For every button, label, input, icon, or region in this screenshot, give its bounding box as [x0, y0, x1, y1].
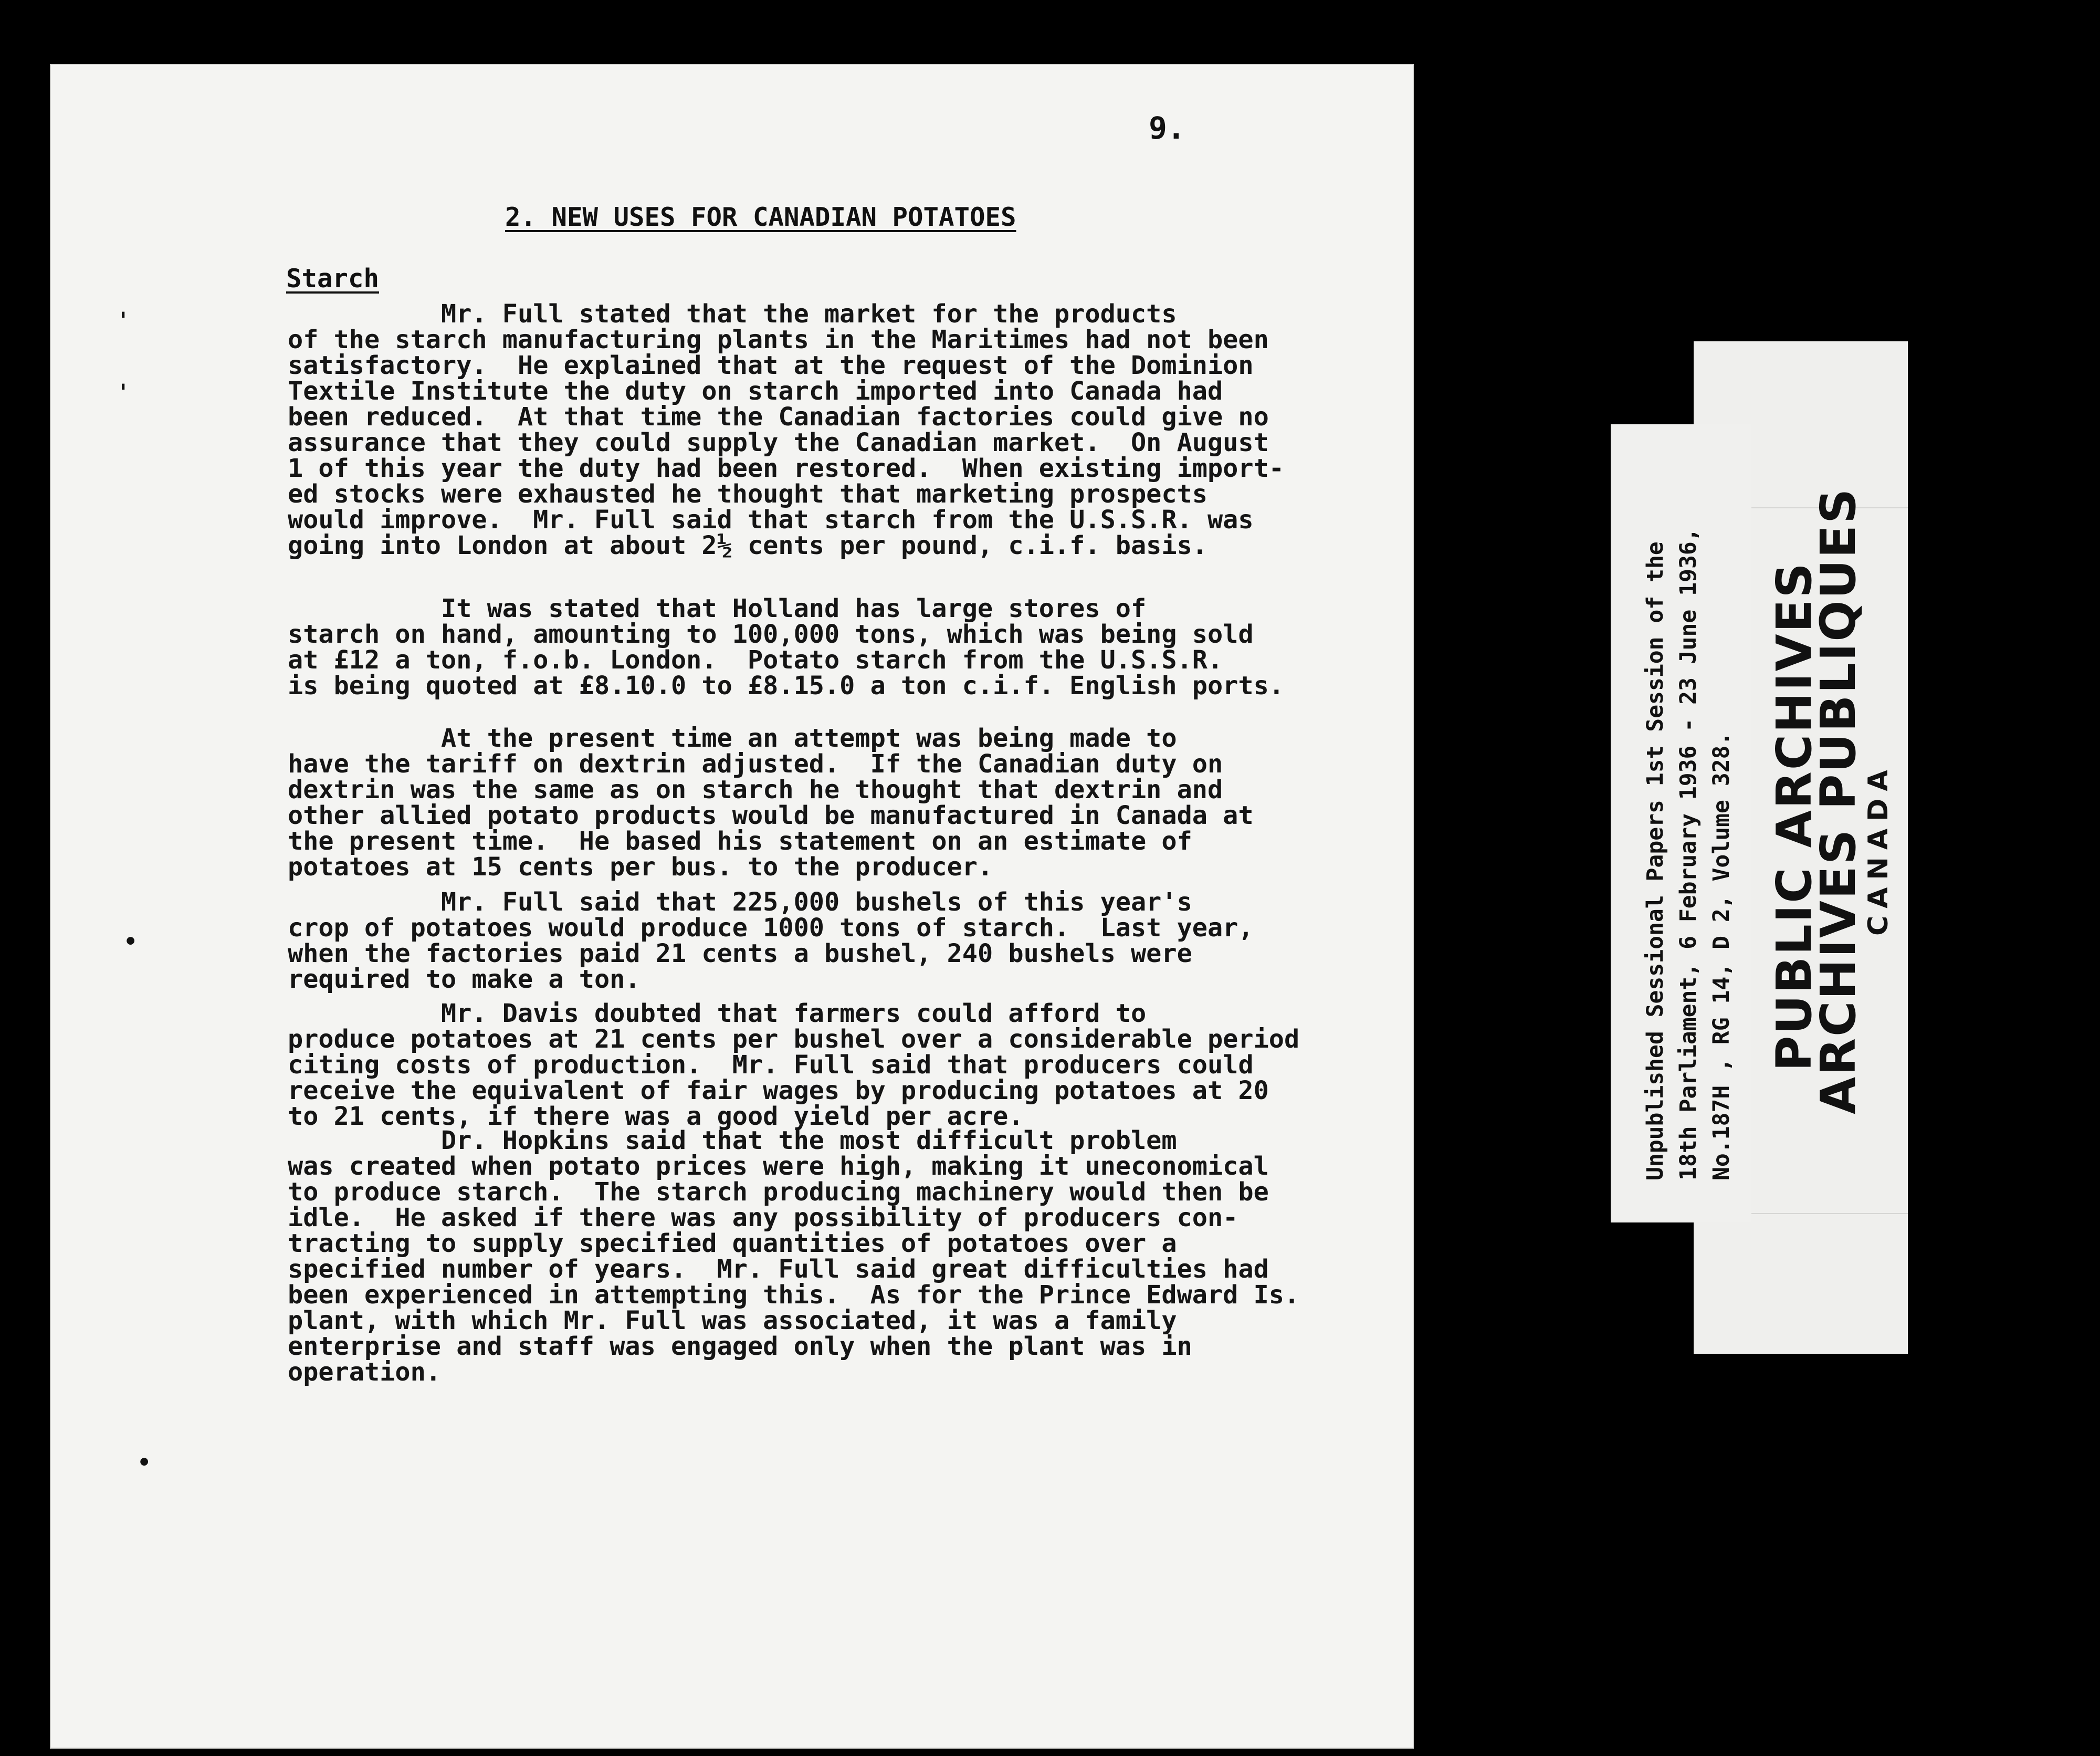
subheading-starch: Starch	[286, 264, 380, 294]
archive-caption-line: 18th Parliament, 6 February 1936 - 23 June 1936,	[1675, 528, 1702, 1180]
paragraph: Mr. Full said that 225,000 bushels of this year's crop of potatoes would produce 1000 tons of starch. Last year, when the factories paid 21 cents a bushel, 240 bushels were required to make a ton.	[288, 887, 1254, 994]
margin-speck: '	[117, 307, 130, 333]
paragraph: At the present time an attempt was being made to have the tariff on dextrin adjusted. If the Canadian duty on dextrin was the same as on starch he thought that dextrin and other allied potato products would be manufactured in Canada at the present time. He based his statement on an estimate of potatoes at 15 cents per bus. to the producer.	[288, 724, 1254, 882]
archive-stamp-line: ARCHIVES PUBLIQUES	[1810, 487, 1866, 1114]
archive-caption-line: No.187H , RG 14, D 2, Volume 328.	[1708, 731, 1735, 1180]
paragraph: It was stated that Holland has large stores of starch on hand, amounting to 100,000 tons, which was being sold at £12 a ton, f.o.b. London. Potato starch from the U.S.S.R. is being quoted at £8.10.0 to £8.15.0 a ton c.i.f. English ports.	[288, 594, 1284, 701]
paragraph: Mr. Davis doubted that farmers could afford to produce potatoes at 21 cents per bushel over a considerable period citing costs of production. Mr. Full said that producers could receive the equivalent of fair wages by producing potatoes at 20 to 21 cents, if there was a good yield per acre.	[288, 999, 1300, 1131]
margin-speck: '	[117, 379, 130, 405]
margin-speck: •	[124, 928, 138, 954]
margin-speck: •	[138, 1449, 151, 1475]
section-heading: 2. NEW USES FOR CANADIAN POTATOES	[505, 202, 1016, 232]
page-number: 9.	[1149, 110, 1185, 146]
paragraph: Dr. Hopkins said that the most difficult problem was created when potato prices were high, making it uneconomical to produce starch. The starch producing machinery would then be idle. He asked if there was any possibility of producers con- tracting to supply specified quantities of potatoes over a specified number of years. Mr. Full said great difficulties had been experienced in attempting this. As for the Prince Edward Is. plant, with which Mr. Full was associated, it was a family enterprise and staff was engaged only when the plant was in operation.	[288, 1126, 1300, 1387]
archive-caption-line: Unpublished Sessional Papers 1st Session of the	[1642, 541, 1668, 1180]
archive-stamp-line: PUBLIC ARCHIVES	[1766, 561, 1822, 1071]
archive-stamp-line: CANADA	[1863, 762, 1894, 936]
paragraph: Mr. Full stated that the market for the products of the starch manufacturing plants in the Maritimes had not been satisfactory. He explained that at the request of the Dominion Textile Institute the duty on starch imported into Canada had been reduced. At that time the Canadian factories could give no assurance that they could supply the Canadian market. On August 1 of this year the duty had been restored. When existing import- ed stocks were exhausted he thought that marketing prospects would improve. Mr. Full said that starch from the U.S.S.R. was going into London at about 2½ cents per pound, c.i.f. basis.	[288, 299, 1284, 560]
